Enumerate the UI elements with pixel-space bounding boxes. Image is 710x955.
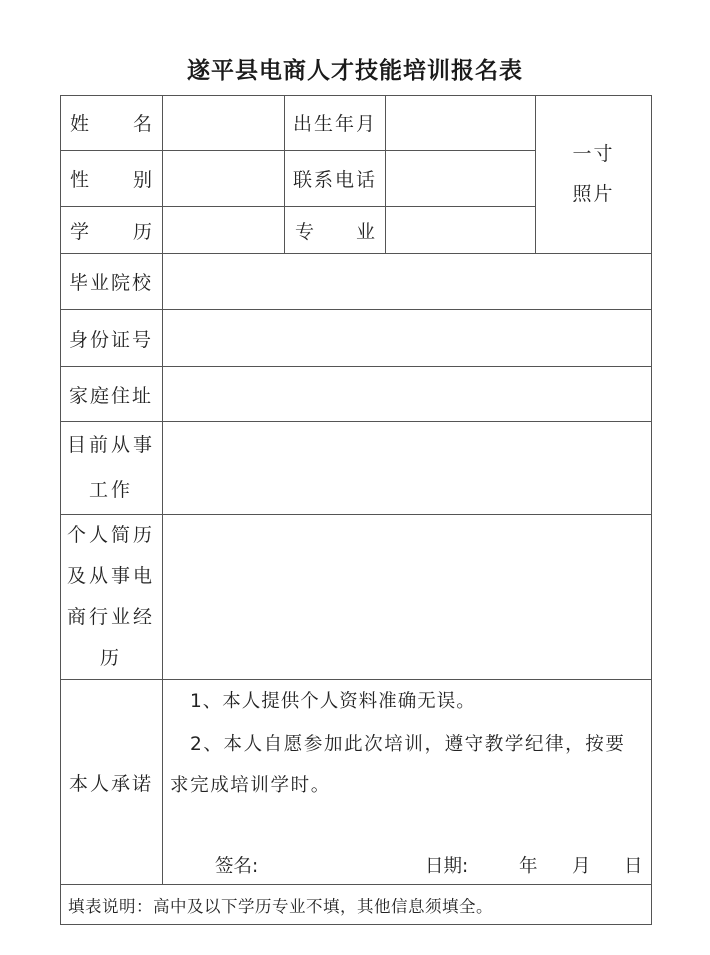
promise-item-1: 1、本人提供个人资料准确无误。 — [190, 691, 476, 712]
label-address: 家庭住址 — [68, 384, 153, 407]
label-id-number: 身份证号 — [68, 328, 153, 351]
phone-field[interactable] — [386, 151, 535, 206]
table-border-right — [651, 95, 652, 925]
label-phone: 联系电话 — [292, 169, 377, 191]
label-resume — [60, 515, 162, 679]
promise-item-2-line2: 求完成培训学时。 — [170, 775, 331, 796]
label-education-char1: 学 — [70, 220, 90, 243]
label-current-job — [60, 422, 162, 514]
signature-field[interactable] — [270, 845, 410, 879]
label-school: 毕业院校 — [68, 272, 153, 294]
label-promise: 本人承诺 — [68, 772, 153, 795]
resume-field[interactable] — [163, 515, 651, 679]
date-year-label: 年 — [519, 856, 538, 877]
address-field[interactable] — [163, 367, 651, 421]
label-gender-char2: 别 — [132, 169, 152, 191]
label-name — [60, 95, 162, 150]
label-name-char1: 姓 — [70, 113, 90, 135]
date-day-label: 日 — [624, 856, 643, 877]
label-education — [60, 207, 162, 253]
date-label: 日期: — [425, 856, 469, 877]
gender-field[interactable] — [163, 151, 284, 206]
label-birth: 出生年月 — [292, 113, 377, 135]
label-resume-line3: 商行业经 — [66, 606, 155, 628]
id-number-field[interactable] — [163, 310, 651, 366]
label-resume-line4: 历 — [99, 647, 122, 669]
label-resume-line1: 个人简历 — [66, 524, 155, 546]
label-current-job-line1: 目前从事 — [66, 434, 155, 456]
label-major-char1: 专 — [295, 220, 315, 243]
photo-label-line2: 照片 — [572, 183, 615, 205]
date-month-label: 月 — [572, 856, 591, 877]
form-note: 填表说明：高中及以下学历专业不填，其他信息须填全。 — [68, 896, 493, 916]
photo-placeholder[interactable] — [536, 95, 651, 253]
label-major — [285, 207, 385, 253]
label-name-char2: 名 — [132, 113, 152, 135]
major-field[interactable] — [386, 207, 535, 253]
photo-label-line1: 一寸 — [572, 143, 615, 165]
name-field[interactable] — [163, 96, 284, 150]
label-gender-char1: 性 — [70, 169, 90, 191]
promise-item-2-line1: 2、本人自愿参加此次培训，遵守教学纪律，按要 — [190, 734, 626, 755]
table-border-bottom — [60, 924, 652, 925]
current-job-field[interactable] — [163, 422, 651, 514]
form-title: 遂平县电商人才技能培训报名表 — [187, 57, 523, 84]
label-education-char2: 历 — [132, 220, 152, 243]
signature-label: 签名: — [215, 856, 259, 877]
label-resume-line2: 及从事电 — [66, 565, 155, 587]
label-current-job-line2: 工作 — [88, 479, 133, 501]
education-field[interactable] — [163, 207, 284, 253]
registration-table — [60, 95, 652, 925]
label-major-char2: 业 — [355, 220, 375, 243]
birth-field[interactable] — [386, 96, 535, 150]
school-field[interactable] — [163, 254, 651, 309]
label-gender — [60, 151, 162, 206]
